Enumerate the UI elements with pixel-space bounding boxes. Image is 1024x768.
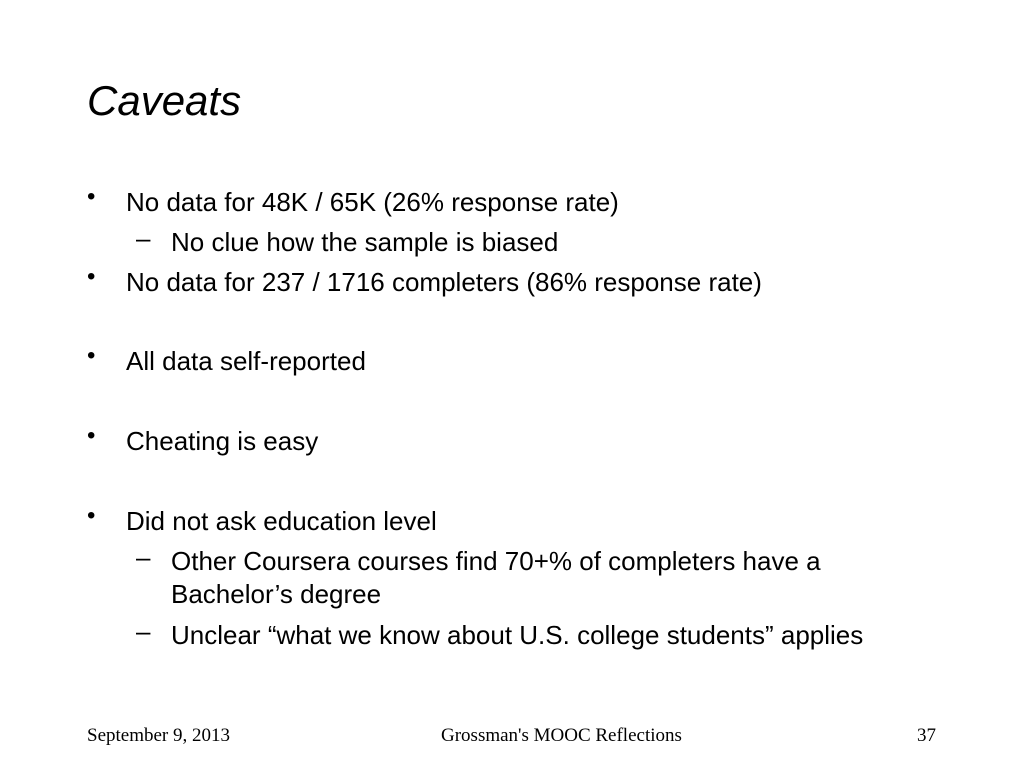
sub-bullet-text: Other Coursera courses find 70+% of completers have a bbox=[171, 546, 821, 576]
sub-bullet-marker: – bbox=[136, 223, 151, 253]
sub-bullet-text: Unclear “what we know about U.S. college students” applies bbox=[171, 620, 864, 650]
footer-page-number: 37 bbox=[917, 725, 936, 746]
bullet-text: No data for 237 / 1716 completers (86% response rate) bbox=[126, 267, 762, 297]
sub-bullet-marker: – bbox=[136, 616, 151, 646]
slide-title: Caveats bbox=[87, 77, 242, 124]
sub-bullet-text: No clue how the sample is biased bbox=[171, 227, 559, 257]
bullet-marker: • bbox=[87, 183, 96, 210]
bullet-marker: • bbox=[87, 263, 96, 290]
sub-bullet-text-continued: Bachelor’s degree bbox=[171, 579, 382, 609]
bullet-text: Did not ask education level bbox=[126, 506, 437, 536]
bullet-text: Cheating is easy bbox=[126, 426, 319, 456]
footer-title: Grossman's MOOC Reflections bbox=[441, 725, 682, 746]
bullet-marker: • bbox=[87, 502, 96, 529]
sub-bullet-marker: – bbox=[136, 542, 151, 572]
bullet-marker: • bbox=[87, 342, 96, 369]
bullet-text: All data self-reported bbox=[126, 346, 366, 376]
footer-date: September 9, 2013 bbox=[87, 725, 231, 746]
bullet-text: No data for 48K / 65K (26% response rate) bbox=[126, 187, 619, 217]
bullet-marker: • bbox=[87, 422, 96, 449]
